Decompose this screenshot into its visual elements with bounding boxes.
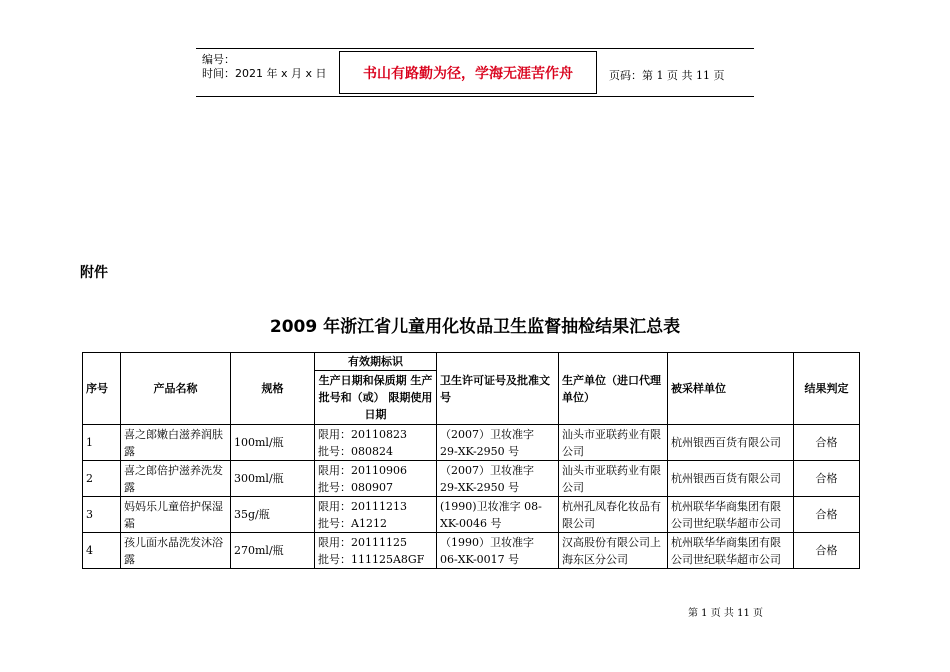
expiry-date-line: 限用：20111213: [318, 499, 407, 513]
producer-cell: 汕头市亚联药业有限公司: [559, 461, 668, 497]
result-cell: 合格: [794, 425, 860, 461]
table-row: [83, 461, 860, 497]
product-name-cell: 孩儿面水晶洗发沐浴露: [121, 533, 231, 569]
page-footer: 第 1 页 共 11 页: [688, 608, 763, 619]
row-number-cell: 2: [83, 461, 121, 497]
table-row: [83, 497, 860, 533]
header-spec: 规格: [231, 353, 315, 425]
expiry-date-line: 限用：20110906: [318, 463, 407, 477]
header-page-label: 页码：第 1 页 共 11 页: [609, 69, 725, 82]
batch-number-line: 批号：080824: [318, 444, 393, 458]
header-license: 卫生许可证号及批准文号: [437, 353, 559, 425]
page-header: [196, 48, 754, 97]
header-producer: 生产单位（进口代理单位）: [559, 353, 668, 425]
batch-number-line: 批号：A1212: [318, 516, 387, 530]
table-row: [83, 425, 860, 461]
header-left: [202, 53, 327, 81]
expiry-cell: [315, 497, 437, 533]
sampled-unit-cell: 杭州联华华商集团有限公司世纪联华超市公司: [668, 533, 794, 569]
result-cell: 合格: [794, 461, 860, 497]
product-name-cell: 妈妈乐儿童倍护保湿霜: [121, 497, 231, 533]
license-cell: （1990）卫妆准字 06-XK-0017 号: [437, 533, 559, 569]
result-cell: 合格: [794, 533, 860, 569]
batch-number-line: 批号：080907: [318, 480, 393, 494]
producer-cell: 杭州孔凤春化妆品有限公司: [559, 497, 668, 533]
sampled-unit-cell: 杭州银西百货有限公司: [668, 461, 794, 497]
row-number-cell: 3: [83, 497, 121, 533]
expiry-cell: [315, 533, 437, 569]
product-name-cell: 喜之郎倍护滋养洗发露: [121, 461, 231, 497]
spec-cell: 35g/瓶: [231, 497, 315, 533]
producer-cell: 汉高股份有限公司上海东区分公司: [559, 533, 668, 569]
row-number-cell: 4: [83, 533, 121, 569]
header-expiry-group: 有效期标识: [315, 353, 437, 371]
document-title: 2009 年浙江省儿童用化妆品卫生监督抽检结果汇总表: [269, 317, 681, 337]
batch-number-line: 批号：111125A8GF: [318, 552, 425, 566]
spec-cell: 100ml/瓶: [231, 425, 315, 461]
producer-cell: 汕头市亚联药业有限公司: [559, 425, 668, 461]
license-cell: （2007）卫妆准字 29-XK-2950 号: [437, 425, 559, 461]
table-row: [83, 533, 860, 569]
product-name-cell: 喜之郎嫩白滋养润肤露: [121, 425, 231, 461]
header-no: 序号: [83, 353, 121, 425]
sampled-unit-cell: 杭州联华华商集团有限公司世纪联华超市公司: [668, 497, 794, 533]
results-table: [82, 352, 860, 569]
expiry-cell: [315, 425, 437, 461]
result-cell: 合格: [794, 497, 860, 533]
document-time-label: 时间：2021 年 x 月 x 日: [202, 67, 327, 80]
spec-cell: 270ml/瓶: [231, 533, 315, 569]
expiry-cell: [315, 461, 437, 497]
header-product-name: 产品名称: [121, 353, 231, 425]
license-cell: (1990)卫妆准字 08-XK-0046 号: [437, 497, 559, 533]
expiry-date-line: 限用：20111125: [318, 535, 407, 549]
sampled-unit-cell: 杭州银西百货有限公司: [668, 425, 794, 461]
header-motto: 书山有路勤为径，学海无涯苦作舟: [339, 51, 597, 94]
row-number-cell: 1: [83, 425, 121, 461]
attachment-label: 附件: [80, 265, 108, 281]
expiry-date-line: 限用：20110823: [318, 427, 407, 441]
header-sampled-unit: 被采样单位: [668, 353, 794, 425]
header-expiry-detail: 生产日期和保质期 生产批号和（或） 限期使用日期: [315, 371, 437, 425]
license-cell: （2007）卫妆准字 29-XK-2950 号: [437, 461, 559, 497]
document-number-label: 编号：: [202, 53, 235, 66]
header-result: 结果判定: [794, 353, 860, 425]
spec-cell: 300ml/瓶: [231, 461, 315, 497]
